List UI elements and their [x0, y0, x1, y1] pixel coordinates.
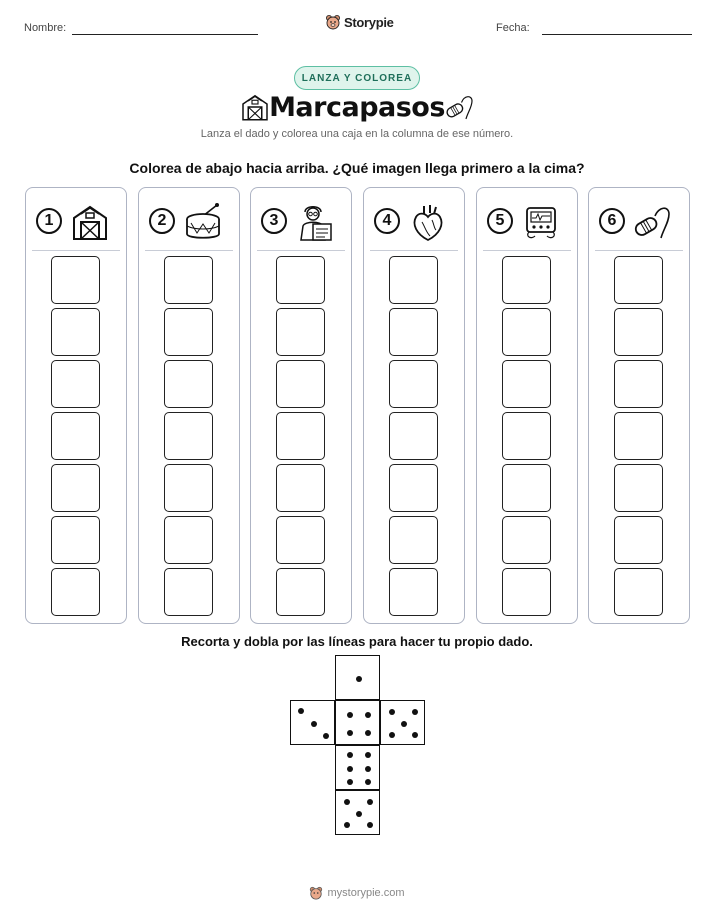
column-divider	[145, 250, 233, 251]
column-divider	[257, 250, 345, 251]
column-divider	[595, 250, 683, 251]
color-box[interactable]	[614, 568, 663, 616]
color-box[interactable]	[164, 464, 213, 512]
column-header	[251, 202, 351, 242]
color-box[interactable]	[502, 568, 551, 616]
bear-logo-icon	[325, 14, 341, 30]
brand-name: Storypie	[344, 14, 394, 30]
column-4	[363, 187, 465, 624]
die-pip	[344, 799, 350, 805]
die-pip	[347, 752, 353, 758]
footer	[0, 886, 714, 900]
die-face-5	[335, 790, 380, 835]
column-divider	[483, 250, 571, 251]
column-header	[26, 202, 126, 242]
column-number: 3	[261, 208, 287, 234]
die-pip	[323, 733, 329, 739]
color-box[interactable]	[164, 412, 213, 460]
die-pip	[311, 721, 317, 727]
die-pip	[356, 676, 362, 682]
color-box[interactable]	[276, 516, 325, 564]
color-box[interactable]	[389, 360, 438, 408]
color-box[interactable]	[51, 412, 100, 460]
column-number: 6	[599, 208, 625, 234]
instruction: Colorea de abajo hacia arriba. ¿Qué imagen llega primero a la cima?	[129, 160, 585, 176]
worksheet-header	[0, 14, 714, 44]
color-box[interactable]	[502, 308, 551, 356]
color-box[interactable]	[276, 360, 325, 408]
color-box[interactable]	[389, 256, 438, 304]
die-pip	[365, 779, 371, 785]
color-box[interactable]	[51, 256, 100, 304]
color-box[interactable]	[502, 412, 551, 460]
pacemaker-icon	[443, 92, 477, 122]
color-box[interactable]	[502, 464, 551, 512]
color-box[interactable]	[164, 308, 213, 356]
barn-icon	[70, 202, 110, 242]
die-face-4	[335, 700, 380, 745]
color-box[interactable]	[502, 256, 551, 304]
die-face-6	[335, 745, 380, 790]
footer-url: mystorypie.com	[327, 887, 405, 899]
column-2	[138, 187, 240, 624]
color-box[interactable]	[389, 568, 438, 616]
column-3	[250, 187, 352, 624]
color-box[interactable]	[51, 516, 100, 564]
brand-logo	[325, 14, 394, 30]
monitor-device-icon	[521, 202, 561, 242]
color-box[interactable]	[389, 464, 438, 512]
die-pip	[347, 766, 353, 772]
die-pip	[365, 730, 371, 736]
date-label: Fecha:	[496, 22, 530, 34]
title-row	[0, 90, 714, 130]
color-box[interactable]	[164, 360, 213, 408]
die-face-3	[290, 700, 335, 745]
column-number: 1	[36, 208, 62, 234]
color-box[interactable]	[614, 412, 663, 460]
column-5	[476, 187, 578, 624]
color-box[interactable]	[164, 568, 213, 616]
die-pip	[347, 712, 353, 718]
date-field[interactable]	[542, 34, 692, 35]
color-box[interactable]	[51, 308, 100, 356]
column-number: 2	[149, 208, 175, 234]
column-header	[139, 202, 239, 242]
die-pip	[365, 712, 371, 718]
column-divider	[32, 250, 120, 251]
color-box[interactable]	[614, 256, 663, 304]
column-header	[477, 202, 577, 242]
die-pip	[347, 730, 353, 736]
column-number: 4	[374, 208, 400, 234]
die-pip	[367, 822, 373, 828]
die-pip	[365, 752, 371, 758]
color-box[interactable]	[276, 256, 325, 304]
column-divider	[370, 250, 458, 251]
column-6	[588, 187, 690, 624]
column-header	[589, 202, 689, 242]
name-field[interactable]	[72, 34, 258, 35]
die-pip	[298, 708, 304, 714]
color-box[interactable]	[389, 412, 438, 460]
column-1	[25, 187, 127, 624]
color-box[interactable]	[51, 568, 100, 616]
subtitle: Lanza el dado y colorea una caja en la columna de ese número.	[200, 128, 514, 140]
die-pip	[365, 766, 371, 772]
color-box[interactable]	[502, 516, 551, 564]
page-title: Marcapasos	[269, 92, 445, 123]
pacemaker-icon	[633, 202, 673, 242]
die-face-5	[380, 700, 425, 745]
color-box[interactable]	[614, 516, 663, 564]
die-pip	[389, 709, 395, 715]
scientist-icon	[295, 202, 335, 242]
die-pip	[412, 732, 418, 738]
bear-logo-icon	[309, 886, 323, 900]
die-pip	[344, 822, 350, 828]
color-box[interactable]	[51, 360, 100, 408]
column-number: 5	[487, 208, 513, 234]
color-box[interactable]	[502, 360, 551, 408]
color-box[interactable]	[614, 360, 663, 408]
die-pip	[389, 732, 395, 738]
die-pip	[367, 799, 373, 805]
color-box[interactable]	[276, 412, 325, 460]
activity-type-badge: LANZA Y COLOREA	[294, 66, 420, 90]
color-box[interactable]	[614, 464, 663, 512]
die-pip	[347, 779, 353, 785]
cut-instruction: Recorta y dobla por las líneas para hacer tu propio dado.	[181, 634, 533, 649]
color-box[interactable]	[276, 308, 325, 356]
color-box[interactable]	[51, 464, 100, 512]
color-box[interactable]	[164, 256, 213, 304]
die-face-1	[335, 655, 380, 700]
color-box[interactable]	[614, 308, 663, 356]
color-box[interactable]	[389, 308, 438, 356]
color-box[interactable]	[164, 516, 213, 564]
die-pip	[401, 721, 407, 727]
heart-icon	[408, 202, 448, 242]
color-box[interactable]	[389, 516, 438, 564]
color-box[interactable]	[276, 464, 325, 512]
color-box[interactable]	[276, 568, 325, 616]
column-header	[364, 202, 464, 242]
die-pip	[356, 811, 362, 817]
drum-icon	[183, 202, 223, 242]
die-pip	[412, 709, 418, 715]
name-label: Nombre:	[24, 22, 67, 34]
